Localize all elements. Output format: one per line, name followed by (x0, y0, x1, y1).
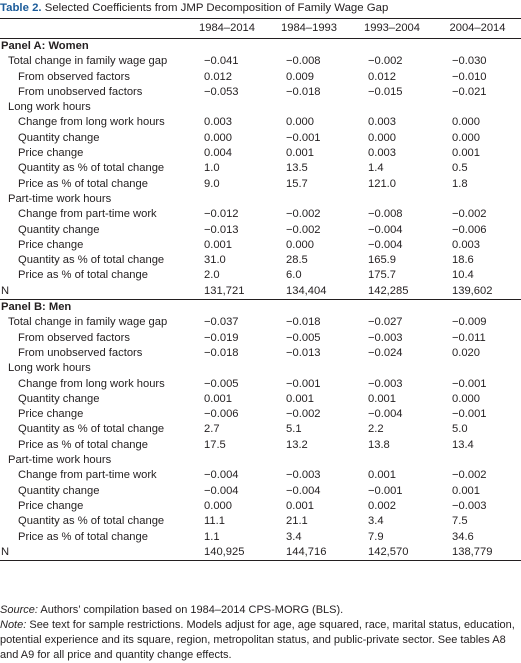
table-row (0, 361, 521, 376)
table-cell (186, 453, 268, 468)
table-row (0, 377, 521, 392)
table-row (0, 70, 521, 85)
row-label: Change from part-time work (18, 208, 157, 221)
table-cell: 0.000 (452, 131, 480, 144)
row-label: Price as % of total change (18, 269, 148, 282)
table-cell: −0.037 (204, 316, 239, 329)
table-cell: 6.0 (286, 269, 302, 282)
table-cell: 165.9 (368, 254, 396, 267)
table-cell: 2.7 (204, 423, 220, 436)
table-cell (268, 100, 350, 115)
table-cell: −0.002 (368, 55, 403, 68)
table-cell: 2.0 (204, 269, 220, 282)
table-cell: −0.003 (368, 377, 403, 390)
table-cell: −0.018 (286, 316, 321, 329)
table-cell: −0.013 (204, 223, 239, 236)
table-cell: 21.1 (286, 515, 308, 528)
table-cell (350, 192, 434, 207)
table-cell: 1.1 (204, 530, 220, 543)
table-body (0, 39, 521, 561)
column-header: 2004–2014 (434, 19, 521, 39)
note-label: Note: (0, 619, 27, 631)
row-label: Price as % of total change (18, 530, 148, 543)
row-label: Price change (18, 147, 84, 160)
table-cell: 0.001 (286, 147, 314, 160)
table-cell (350, 361, 434, 376)
table-row (0, 453, 521, 468)
source-text: Authors’ compilation based on 1984–2014 CPS-MORG (BLS). (37, 604, 344, 616)
table-row (0, 407, 521, 422)
table-cell: 140,925 (186, 545, 268, 561)
table-cell: 0.001 (368, 469, 396, 482)
table-cell: 131,721 (186, 284, 268, 300)
table-cell: −0.003 (286, 469, 321, 482)
table-cell: 144,716 (268, 545, 350, 561)
table-cell: 0.001 (204, 392, 232, 405)
panel-title: Panel A: Women (1, 40, 89, 52)
table-cell: 0.003 (368, 116, 396, 129)
table-cell: −0.001 (286, 377, 321, 390)
table-row (0, 331, 521, 346)
row-label: Total change in family wage gap (8, 316, 168, 329)
table-caption (0, 2, 388, 14)
row-label: Part-time work hours (8, 454, 112, 467)
table-row (0, 514, 521, 529)
row-label: Quantity change (18, 484, 100, 497)
table-row (0, 468, 521, 483)
table-cell: −0.003 (452, 499, 487, 512)
table-cell: 0.000 (286, 116, 314, 129)
table-cell: 7.5 (452, 515, 468, 528)
table-cell: 1.4 (368, 162, 384, 175)
table-cell: −0.004 (368, 223, 403, 236)
table-cell: −0.027 (368, 316, 403, 329)
table-cell: −0.002 (452, 469, 487, 482)
table-cell: −0.005 (204, 377, 239, 390)
row-label: Part-time work hours (8, 192, 112, 205)
table-cell: 0.001 (286, 499, 314, 512)
table-cell: 13.8 (368, 438, 390, 451)
table-cell: 0.001 (204, 238, 232, 251)
table-cell: −0.004 (368, 238, 403, 251)
table-cell: 0.012 (204, 70, 232, 83)
panel-heading-row (0, 300, 521, 316)
table-cell (434, 453, 521, 468)
table-row (0, 100, 521, 115)
table-cell: 0.002 (368, 499, 396, 512)
column-header: 1984–1993 (268, 19, 350, 39)
table-cell: −0.024 (368, 346, 403, 359)
coefficients-table (0, 18, 521, 561)
table-row (0, 85, 521, 100)
table-cell: 138,779 (434, 545, 521, 561)
table-cell: −0.009 (452, 316, 487, 329)
table-cell: −0.010 (452, 70, 487, 83)
table-cell: 0.001 (452, 484, 480, 497)
table-row (0, 438, 521, 453)
table-cell: 17.5 (204, 438, 226, 451)
table-row (0, 192, 521, 207)
table-cell: −0.006 (452, 223, 487, 236)
table-cell: 10.4 (452, 269, 474, 282)
table-cell: 34.6 (452, 530, 474, 543)
table-row (0, 146, 521, 161)
panel-title: Panel B: Men (1, 301, 72, 314)
table-cell: 31.0 (204, 254, 226, 267)
row-label: N (0, 284, 186, 300)
table-cell: −0.001 (452, 377, 487, 390)
table-cell: 0.004 (204, 147, 232, 160)
table-cell: −0.002 (286, 408, 321, 421)
sample-size-row (0, 284, 521, 300)
table-cell (434, 361, 521, 376)
table-cell: 5.1 (286, 423, 302, 436)
row-label: From unobserved factors (18, 85, 143, 98)
table-cell: −0.021 (452, 85, 487, 98)
table-cell (434, 100, 521, 115)
table-row (0, 484, 521, 499)
table-cell: −0.018 (286, 85, 321, 98)
table-row (0, 177, 521, 192)
row-label: Price as % of total change (18, 438, 148, 451)
row-label: Total change in family wage gap (8, 55, 168, 68)
table-cell: −0.002 (452, 208, 487, 221)
table-cell (434, 192, 521, 207)
table-cell: 1.8 (452, 177, 468, 190)
table-cell (350, 100, 434, 115)
table-cell: 0.5 (452, 162, 468, 175)
row-label: Change from part-time work (18, 469, 157, 482)
table-cell: 0.000 (452, 116, 480, 129)
table-row (0, 54, 521, 69)
table-row (0, 238, 521, 253)
table-cell: −0.005 (286, 331, 321, 344)
row-label: Change from long work hours (18, 116, 165, 129)
table-row (0, 253, 521, 268)
table-header-row (0, 19, 521, 39)
table-row (0, 223, 521, 238)
row-label: N (0, 545, 186, 561)
table-cell: 0.009 (286, 70, 314, 83)
table-cell: −0.006 (204, 408, 239, 421)
table-row (0, 161, 521, 176)
row-label: Long work hours (8, 362, 91, 375)
row-label: From unobserved factors (18, 346, 143, 359)
table-cell: 0.020 (452, 346, 480, 359)
column-header: 1984–2014 (186, 19, 268, 39)
row-label: Quantity change (18, 223, 100, 236)
table-row (0, 422, 521, 437)
table-cell: 3.4 (368, 515, 384, 528)
table-cell: 0.000 (204, 499, 232, 512)
table-cell: −0.053 (204, 85, 239, 98)
table-cell: −0.004 (368, 408, 403, 421)
table-cell: 134,404 (268, 284, 350, 300)
source-note (0, 603, 521, 618)
table-cell: −0.004 (204, 469, 239, 482)
table-cell: 0.003 (452, 238, 480, 251)
table-row (0, 530, 521, 545)
table-cell: 2.2 (368, 423, 384, 436)
source-label: Source: (0, 604, 38, 616)
table-cell: 0.001 (286, 392, 314, 405)
table-cell: 11.1 (204, 515, 225, 528)
row-label: Price as % of total change (18, 177, 148, 190)
table-cell: −0.030 (452, 55, 487, 68)
row-label: Quantity as % of total change (18, 254, 165, 267)
table-cell: −0.011 (452, 331, 486, 344)
table-cell: −0.015 (368, 85, 403, 98)
column-header: 1993–2004 (350, 19, 434, 39)
table-cell: −0.019 (204, 331, 239, 344)
table-cell: 0.000 (452, 392, 480, 405)
table-row (0, 131, 521, 146)
sample-size-row (0, 545, 521, 561)
row-label: Change from long work hours (18, 377, 165, 390)
row-label: From observed factors (18, 70, 130, 83)
note-text: See text for sample restrictions. Models adjust for age, age squared, race, marital status, education, potential experience and its square, region, metropolitan status, and public-private sector. See tables A8 and A9 for all price and quantity change effects. (0, 619, 515, 661)
table-cell: 0.000 (368, 131, 396, 144)
table-cell: 0.003 (368, 147, 396, 160)
table-cell: 142,285 (350, 284, 434, 300)
table-cell: −0.018 (204, 346, 239, 359)
row-label: Quantity as % of total change (18, 423, 165, 436)
table-cell: 13.4 (452, 438, 474, 451)
table-cell: 3.4 (286, 530, 302, 543)
table-cell: −0.013 (286, 346, 321, 359)
table-row (0, 315, 521, 330)
row-label: Long work hours (8, 101, 91, 114)
table-row (0, 346, 521, 361)
table-cell: −0.008 (286, 55, 321, 68)
row-label: Price change (18, 238, 84, 251)
table-cell: 142,570 (350, 545, 434, 561)
table-cell: 13.5 (286, 162, 308, 175)
table-cell: −0.001 (368, 484, 403, 497)
table-cell: 0.001 (368, 392, 396, 405)
table-cell: −0.002 (286, 208, 321, 221)
table-cell: 1.0 (204, 162, 220, 175)
row-label: Quantity as % of total change (18, 162, 165, 175)
table-cell: 9.0 (204, 177, 220, 190)
table-cell (268, 192, 350, 207)
table-cell: −0.001 (286, 131, 321, 144)
table-cell: −0.041 (204, 55, 239, 68)
table-title: Selected Coefficients from JMP Decomposition of Family Wage Gap (41, 2, 389, 14)
row-label: Price change (18, 408, 84, 421)
row-label: Quantity change (18, 392, 100, 405)
table-cell (186, 100, 268, 115)
table-cell: −0.004 (204, 484, 239, 497)
table-cell: −0.012 (204, 208, 239, 221)
table-cell: 0.001 (452, 147, 480, 160)
table-cell: 121.0 (368, 177, 396, 190)
table-cell: −0.008 (368, 208, 403, 221)
table-cell: 0.012 (368, 70, 396, 83)
row-label: Price change (18, 499, 84, 512)
table-cell (268, 453, 350, 468)
table-cell: 0.000 (286, 238, 314, 251)
general-note (0, 618, 521, 663)
table-cell: 0.003 (204, 116, 232, 129)
table-row (0, 207, 521, 222)
table-cell (186, 361, 268, 376)
table-cell: 13.2 (286, 438, 308, 451)
table-notes (0, 603, 521, 663)
table-cell: 15.7 (286, 177, 308, 190)
table-cell (268, 361, 350, 376)
table-cell: 28.5 (286, 254, 308, 267)
row-label: Quantity change (18, 131, 100, 144)
table-cell: 139,602 (434, 284, 521, 300)
table-row (0, 268, 521, 283)
table-row (0, 115, 521, 130)
table-cell: −0.001 (452, 408, 487, 421)
column-header (0, 19, 186, 39)
table-cell: 175.7 (368, 269, 396, 282)
table-cell (186, 192, 268, 207)
table-number: Table 2. (0, 2, 42, 14)
table-cell: 0.000 (204, 131, 232, 144)
row-label: Quantity as % of total change (18, 515, 165, 528)
table-cell: −0.003 (368, 331, 403, 344)
panel-heading-row (0, 39, 521, 55)
table-cell: 5.0 (452, 423, 468, 436)
table-row (0, 392, 521, 407)
row-label: From observed factors (18, 331, 130, 344)
table-row (0, 499, 521, 514)
table-cell: −0.002 (286, 223, 321, 236)
table-cell: 18.6 (452, 254, 474, 267)
table-cell: 7.9 (368, 530, 384, 543)
table-cell (350, 453, 434, 468)
table-cell: −0.004 (286, 484, 321, 497)
